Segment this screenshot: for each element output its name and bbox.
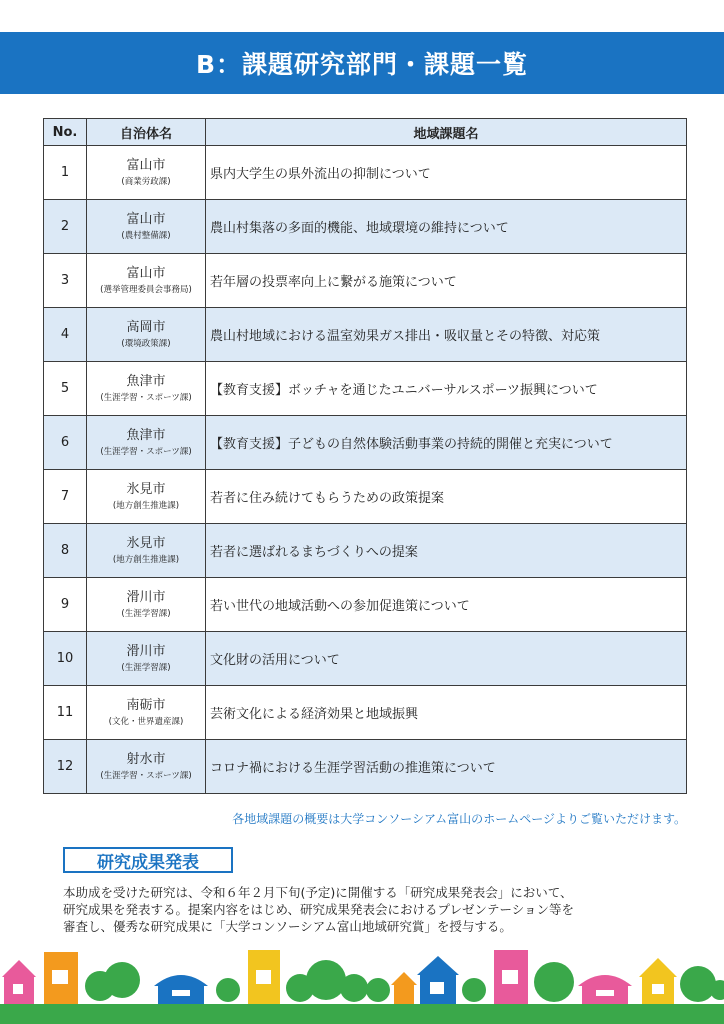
- table-header-row: [44, 119, 687, 146]
- theme-table: [43, 118, 687, 794]
- department-name: (商業労政課): [121, 176, 171, 187]
- theme-title: 若い世代の地域活動への参加促進策について: [206, 578, 687, 632]
- department-name: (生涯学習課): [121, 608, 171, 619]
- municipality-cell: [87, 740, 206, 794]
- row-number: 1: [44, 146, 87, 200]
- department-name: (地方創生推進課): [112, 554, 180, 565]
- city-name: 富山市: [126, 157, 166, 173]
- city-name: 富山市: [126, 265, 166, 281]
- department-name: (生涯学習・スポーツ課): [100, 770, 192, 781]
- house-icon: [154, 975, 208, 1004]
- municipality-cell: [87, 578, 206, 632]
- row-number: 2: [44, 200, 87, 254]
- table-row: [44, 632, 687, 686]
- house-icon: [639, 958, 677, 1004]
- municipality-cell: [87, 470, 206, 524]
- theme-title: 文化財の活用について: [206, 632, 687, 686]
- city-name: 氷見市: [126, 481, 166, 497]
- table-row: [44, 524, 687, 578]
- table-row: [44, 416, 687, 470]
- theme-title: 芸術文化による経済効果と地域振興: [206, 686, 687, 740]
- department-name: (環境政策課): [121, 338, 171, 349]
- column-header-no: No.: [44, 119, 87, 146]
- city-name: 富山市: [126, 211, 166, 227]
- row-number: 5: [44, 362, 87, 416]
- table-row: [44, 740, 687, 794]
- table-row: [44, 308, 687, 362]
- city-name: 魚津市: [126, 373, 166, 389]
- table-row: [44, 146, 687, 200]
- theme-title: 農山村地域における温室効果ガス排出・吸収量とその特徴、対応策: [206, 308, 687, 362]
- row-number: 4: [44, 308, 87, 362]
- building-icon: [494, 950, 528, 1004]
- city-name: 射水市: [126, 751, 166, 767]
- homepage-note: 各地域課題の概要は大学コンソーシアム富山のホームページよりご覧いただけます。: [232, 812, 686, 826]
- city-name: 高岡市: [126, 319, 166, 335]
- theme-title: 若年層の投票率向上に繋がる施策について: [206, 254, 687, 308]
- table-row: [44, 470, 687, 524]
- municipality-cell: [87, 362, 206, 416]
- municipality-cell: [87, 308, 206, 362]
- page-title: B：課題研究部門・課題一覧: [195, 50, 529, 79]
- table-row: [44, 578, 687, 632]
- row-number: 7: [44, 470, 87, 524]
- tree-icon: [680, 966, 724, 1002]
- row-number: 9: [44, 578, 87, 632]
- department-name: (文化・世界遺産課): [108, 716, 184, 727]
- row-number: 8: [44, 524, 87, 578]
- theme-title: 農山村集落の多面的機能、地域環境の維持について: [206, 200, 687, 254]
- theme-title: コロナ禍における生涯学習活動の推進策について: [206, 740, 687, 794]
- department-name: (生涯学習・スポーツ課): [100, 446, 192, 457]
- department-name: (地方創生推進課): [112, 500, 180, 511]
- theme-title: 【教育支援】子どもの自然体験活動事業の持続的開催と充実について: [206, 416, 687, 470]
- department-name: (生涯学習・スポーツ課): [100, 392, 192, 403]
- house-icon: [391, 972, 417, 1004]
- page-title-banner: [0, 32, 724, 94]
- city-name: 南砺市: [126, 697, 166, 713]
- municipality-cell: [87, 632, 206, 686]
- row-number: 6: [44, 416, 87, 470]
- theme-title: 若者に選ばれるまちづくりへの提案: [206, 524, 687, 578]
- municipality-cell: [87, 416, 206, 470]
- theme-title: 若者に住み続けてもらうための政策提案: [206, 470, 687, 524]
- results-line: 審査し、優秀な研究成果に「大学コンソーシアム富山地域研究賞」を授与する。: [63, 919, 512, 934]
- row-number: 11: [44, 686, 87, 740]
- tree-icon: [462, 978, 486, 1002]
- row-number: 10: [44, 632, 87, 686]
- house-icon: [578, 975, 632, 1004]
- department-name: (選挙管理委員会事務局): [100, 284, 192, 295]
- tree-icon: [216, 978, 240, 1002]
- municipality-cell: [87, 254, 206, 308]
- city-name: 氷見市: [126, 535, 166, 551]
- city-name: 魚津市: [126, 427, 166, 443]
- tree-icon: [286, 960, 390, 1002]
- table-row: [44, 200, 687, 254]
- theme-title: 県内大学生の県外流出の抑制について: [206, 146, 687, 200]
- grass-strip: [0, 1004, 724, 1024]
- city-name: 滑川市: [126, 643, 166, 659]
- municipality-cell: [87, 200, 206, 254]
- table-row: [44, 362, 687, 416]
- department-name: (生涯学習課): [121, 662, 171, 673]
- municipality-cell: [87, 686, 206, 740]
- house-icon: [417, 956, 459, 1004]
- table-row: [44, 686, 687, 740]
- results-heading: 研究成果発表: [63, 847, 233, 873]
- tree-icon: [534, 962, 574, 1002]
- results-description: [63, 884, 683, 935]
- theme-title: 【教育支援】ボッチャを通じたユニバーサルスポーツ振興について: [206, 362, 687, 416]
- row-number: 12: [44, 740, 87, 794]
- building-icon: [248, 950, 280, 1004]
- column-header-municipality: 自治体名: [87, 119, 206, 146]
- house-icon: [2, 960, 36, 1004]
- tree-icon: [85, 962, 140, 1001]
- results-line: 本助成を受けた研究は、令和６年２月下旬(予定)に開催する「研究成果発表会」において、: [63, 885, 573, 900]
- column-header-theme: 地域課題名: [206, 119, 687, 146]
- row-number: 3: [44, 254, 87, 308]
- municipality-cell: [87, 524, 206, 578]
- table-row: [44, 254, 687, 308]
- results-line: 研究成果を発表する。提案内容をはじめ、研究成果発表会におけるプレゼンテーション等を: [63, 902, 575, 917]
- building-icon: [44, 952, 78, 1004]
- municipality-cell: [87, 146, 206, 200]
- department-name: (農村整備課): [121, 230, 171, 241]
- city-name: 滑川市: [126, 589, 166, 605]
- town-illustration: [0, 944, 724, 1024]
